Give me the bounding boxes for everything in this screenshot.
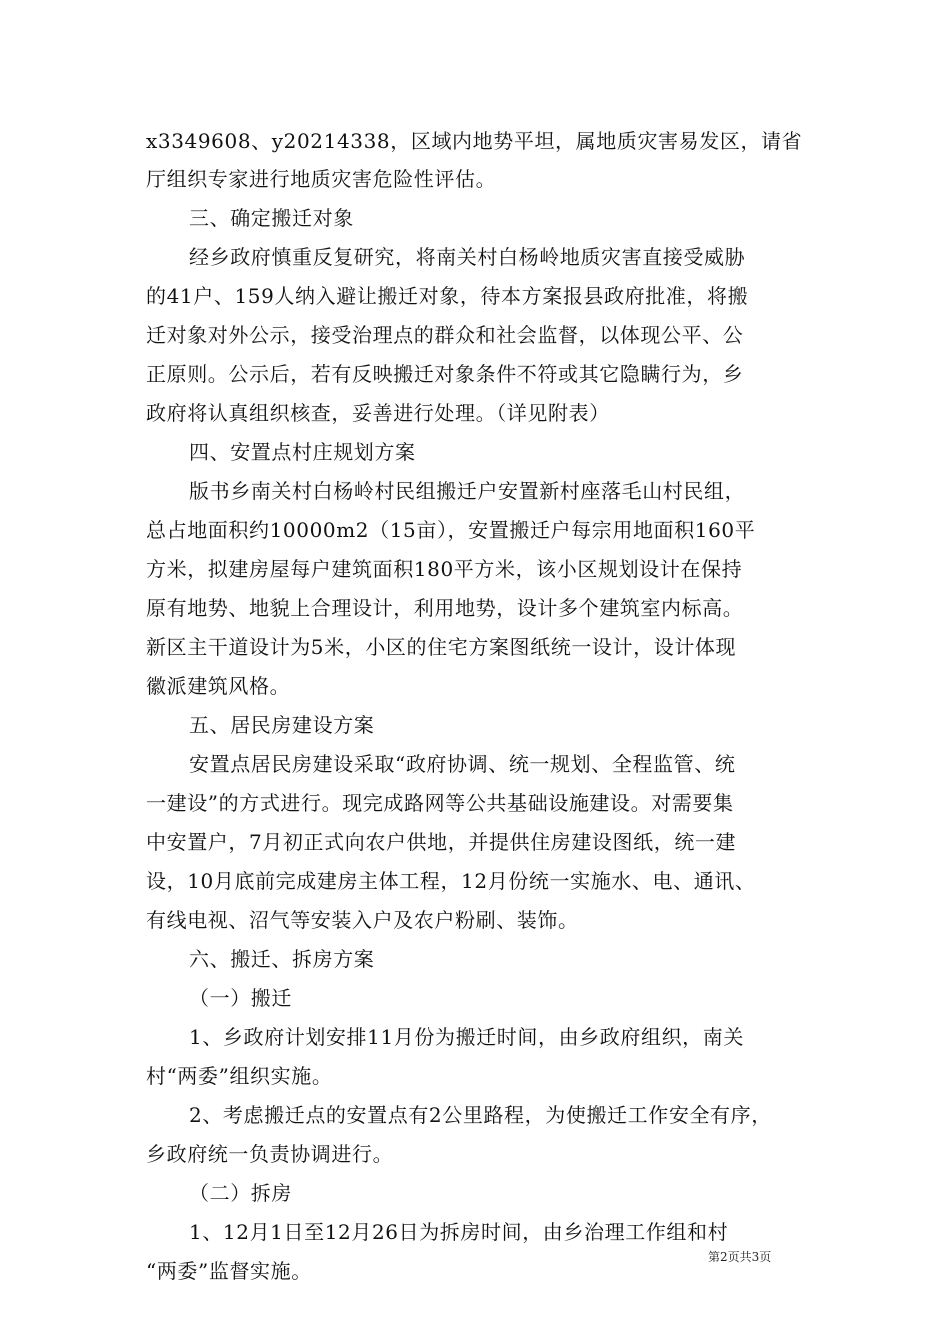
text-line: 有线电视、沼气等安装入户及农户粉刷、装饰。 <box>146 908 579 932</box>
section-heading: 四、安置点村庄规划方案 <box>189 440 416 464</box>
text-line: 1、乡政府计划安排11月份为搬迁时间，由乡政府组织，南关 <box>189 1025 744 1049</box>
text-line: 迁对象对外公示，接受治理点的群众和社会监督，以体现公平、公 <box>146 323 744 347</box>
text-line: 新区主干道设计为5米，小区的住宅方案图纸统一设计，设计体现 <box>146 635 737 659</box>
text-line: 中安置户，7月初正式向农户供地，并提供住房建设图纸，统一建 <box>146 830 737 854</box>
text-line: 的41户、159人纳入避让搬迁对象，待本方案报县政府批准，将搬 <box>146 284 749 308</box>
section-heading: 六、搬迁、拆房方案 <box>189 947 375 971</box>
text-line: 安置点居民房建设采取“政府协调、统一规划、全程监管、统 <box>189 752 736 776</box>
text-line: 徽派建筑风格。 <box>146 674 291 698</box>
section-heading: 三、确定搬迁对象 <box>189 206 354 230</box>
text-line: 乡政府统一负责协调进行。 <box>146 1142 394 1166</box>
page-number: 第2页共3页 <box>708 1250 772 1264</box>
text-line: 村“两委”组织实施。 <box>146 1064 333 1088</box>
text-line: 一建设”的方式进行。现完成路网等公共基础设施建设。对需要集 <box>146 791 734 815</box>
text-line: 设，10月底前完成建房主体工程，12月份统一实施水、电、通讯、 <box>146 869 756 893</box>
text-line: 正原则。公示后，若有反映搬迁对象条件不符或其它隐瞒行为，乡 <box>146 362 744 386</box>
text-line: “两委”监督实施。 <box>146 1259 312 1283</box>
text-line: 厅组织专家进行地质灾害危险性评估。 <box>146 167 497 191</box>
text-line: 方米，拟建房屋每户建筑面积180平方米，该小区规划设计在保持 <box>146 557 743 581</box>
text-line: 经乡政府慎重反复研究，将南关村白杨岭地质灾害直接受威胁 <box>189 245 746 269</box>
subsection-heading: （一）搬迁 <box>189 986 292 1010</box>
text-line: 1、12月1日至12月26日为拆房时间，由乡治理工作组和村 <box>189 1220 729 1244</box>
subsection-heading: （二）拆房 <box>189 1181 292 1205</box>
text-line: 2、考虑搬迁点的安置点有2公里路程，为使搬迁工作安全有序， <box>189 1103 772 1127</box>
text-line: x3349608、y20214338，区域内地势平坦，属地质灾害易发区，请省 <box>146 129 803 153</box>
text-line: 总占地面积约10000m2（15亩），安置搬迁户每宗用地面积160平 <box>146 518 756 542</box>
section-heading: 五、居民房建设方案 <box>189 713 375 737</box>
text-line: 原有地势、地貌上合理设计，利用地势，设计多个建筑室内标高。 <box>146 596 744 620</box>
text-line: 政府将认真组织核查，妥善进行处理。（详见附表） <box>146 401 610 425</box>
text-line: 版书乡南关村白杨岭村民组搬迁户安置新村座落毛山村民组， <box>189 479 746 503</box>
